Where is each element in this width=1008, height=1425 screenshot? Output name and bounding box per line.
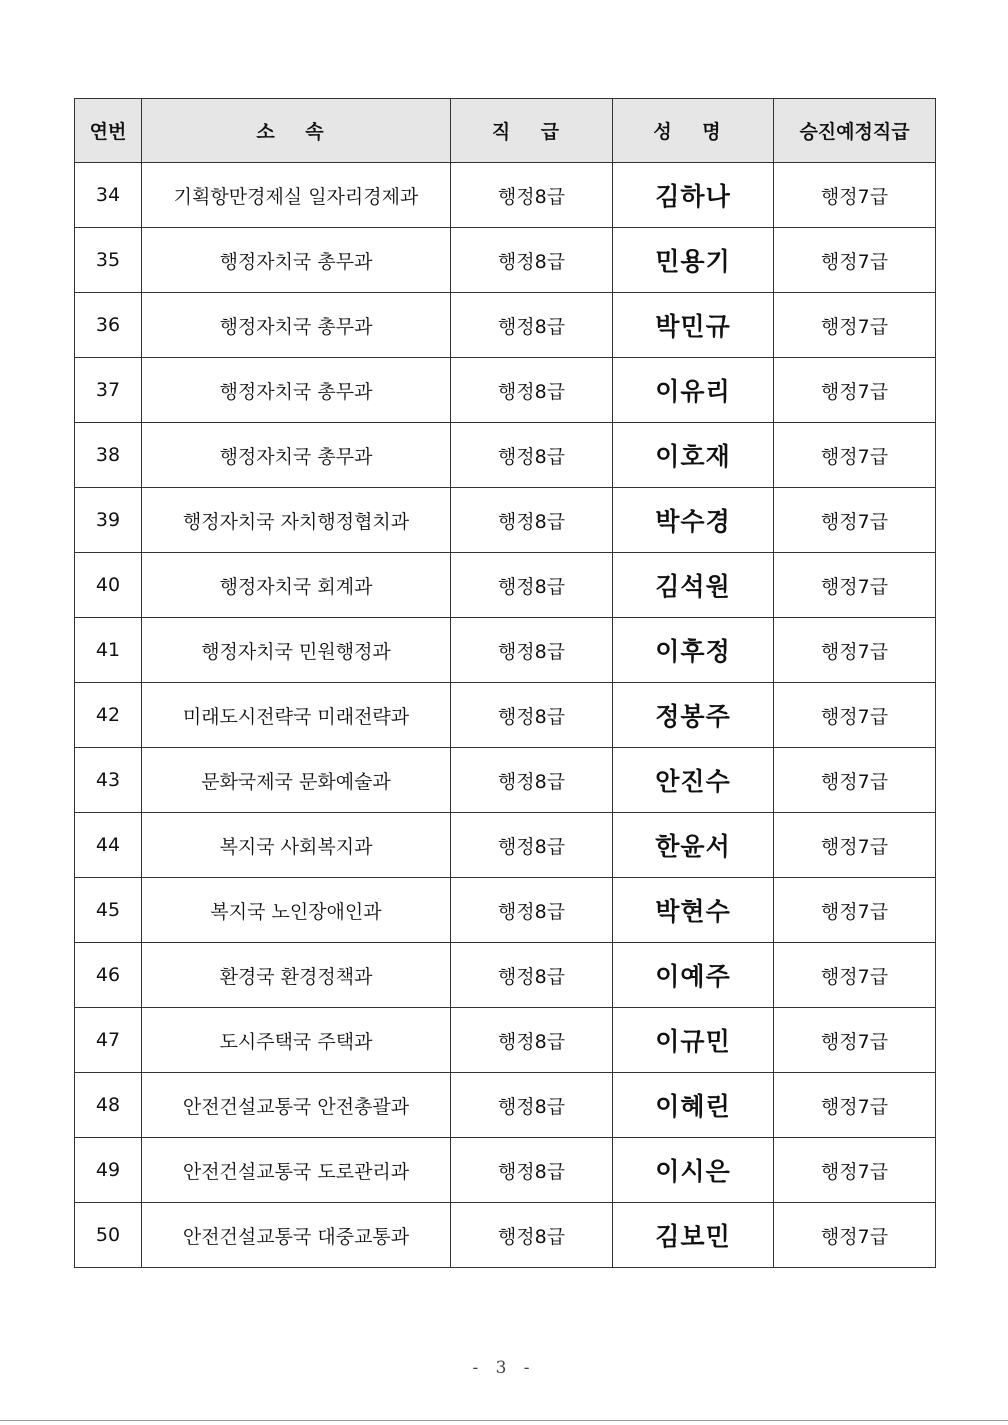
- table-row: [75, 878, 936, 943]
- table-row: [75, 1008, 936, 1073]
- cell-rank: 행정8급: [451, 163, 613, 228]
- cell-rank: 행정8급: [451, 228, 613, 293]
- table-row: [75, 748, 936, 813]
- table-row: [75, 553, 936, 618]
- cell-name: 이시은: [613, 1138, 774, 1203]
- cell-promoted-rank: 행정7급: [774, 878, 936, 943]
- cell-dept: 복지국 노인장애인과: [142, 878, 451, 943]
- cell-rank: 행정8급: [451, 358, 613, 423]
- cell-rank: 행정8급: [451, 878, 613, 943]
- cell-no: 35: [75, 228, 142, 293]
- cell-no: 45: [75, 878, 142, 943]
- cell-rank: 행정8급: [451, 293, 613, 358]
- cell-dept: 행정자치국 총무과: [142, 228, 451, 293]
- table-row: [75, 683, 936, 748]
- cell-rank: 행정8급: [451, 1008, 613, 1073]
- cell-promoted-rank: 행정7급: [774, 748, 936, 813]
- table-row: [75, 618, 936, 683]
- cell-dept: 행정자치국 총무과: [142, 423, 451, 488]
- cell-name: 이유리: [613, 358, 774, 423]
- cell-name: 안진수: [613, 748, 774, 813]
- cell-promoted-rank: 행정7급: [774, 423, 936, 488]
- promotion-roster-table: [74, 98, 936, 1268]
- cell-rank: 행정8급: [451, 423, 613, 488]
- cell-rank: 행정8급: [451, 748, 613, 813]
- cell-promoted-rank: 행정7급: [774, 293, 936, 358]
- cell-name: 박현수: [613, 878, 774, 943]
- cell-rank: 행정8급: [451, 488, 613, 553]
- cell-dept: 안전건설교통국 도로관리과: [142, 1138, 451, 1203]
- cell-dept: 행정자치국 총무과: [142, 358, 451, 423]
- cell-dept: 안전건설교통국 대중교통과: [142, 1203, 451, 1268]
- header-name: 성 명: [613, 99, 774, 163]
- table-row: [75, 813, 936, 878]
- header-no: 연번: [75, 99, 142, 163]
- cell-no: 42: [75, 683, 142, 748]
- cell-dept: 행정자치국 자치행정협치과: [142, 488, 451, 553]
- cell-name: 이규민: [613, 1008, 774, 1073]
- table-row: [75, 423, 936, 488]
- cell-name: 박민규: [613, 293, 774, 358]
- cell-no: 49: [75, 1138, 142, 1203]
- cell-no: 48: [75, 1073, 142, 1138]
- cell-no: 34: [75, 163, 142, 228]
- cell-name: 이후정: [613, 618, 774, 683]
- cell-name: 김석원: [613, 553, 774, 618]
- cell-no: 40: [75, 553, 142, 618]
- cell-promoted-rank: 행정7급: [774, 553, 936, 618]
- cell-rank: 행정8급: [451, 1138, 613, 1203]
- cell-no: 38: [75, 423, 142, 488]
- cell-no: 44: [75, 813, 142, 878]
- cell-rank: 행정8급: [451, 618, 613, 683]
- cell-dept: 미래도시전략국 미래전략과: [142, 683, 451, 748]
- cell-promoted-rank: 행정7급: [774, 943, 936, 1008]
- cell-promoted-rank: 행정7급: [774, 228, 936, 293]
- table-row: [75, 1203, 936, 1268]
- cell-rank: 행정8급: [451, 1073, 613, 1138]
- table-row: [75, 1073, 936, 1138]
- cell-dept: 도시주택국 주택과: [142, 1008, 451, 1073]
- cell-dept: 환경국 환경정책과: [142, 943, 451, 1008]
- header-dept: 소 속: [142, 99, 451, 163]
- table-row: [75, 163, 936, 228]
- cell-name: 정봉주: [613, 683, 774, 748]
- cell-no: 43: [75, 748, 142, 813]
- cell-rank: 행정8급: [451, 683, 613, 748]
- cell-no: 36: [75, 293, 142, 358]
- cell-promoted-rank: 행정7급: [774, 618, 936, 683]
- page-number: - 3 -: [472, 1358, 536, 1378]
- table-row: [75, 293, 936, 358]
- cell-dept: 문화국제국 문화예술과: [142, 748, 451, 813]
- table-row: [75, 1138, 936, 1203]
- table-row: [75, 943, 936, 1008]
- cell-rank: 행정8급: [451, 553, 613, 618]
- cell-dept: 행정자치국 총무과: [142, 293, 451, 358]
- cell-name: 이예주: [613, 943, 774, 1008]
- header-rank: 직 급: [451, 99, 613, 163]
- table-row: [75, 488, 936, 553]
- cell-dept: 복지국 사회복지과: [142, 813, 451, 878]
- cell-name: 이호재: [613, 423, 774, 488]
- cell-dept: 기획항만경제실 일자리경제과: [142, 163, 451, 228]
- table-header: [75, 99, 936, 163]
- cell-name: 박수경: [613, 488, 774, 553]
- cell-promoted-rank: 행정7급: [774, 1008, 936, 1073]
- cell-dept: 안전건설교통국 안전총괄과: [142, 1073, 451, 1138]
- cell-promoted-rank: 행정7급: [774, 488, 936, 553]
- cell-name: 김하나: [613, 163, 774, 228]
- cell-no: 47: [75, 1008, 142, 1073]
- cell-promoted-rank: 행정7급: [774, 683, 936, 748]
- cell-no: 41: [75, 618, 142, 683]
- header-row: [75, 99, 936, 163]
- table-row: [75, 358, 936, 423]
- header-promoted-rank: 승진예정직급: [774, 99, 936, 163]
- cell-no: 46: [75, 943, 142, 1008]
- table-body: [75, 163, 936, 1268]
- footer-divider: [0, 1420, 1008, 1421]
- cell-promoted-rank: 행정7급: [774, 1138, 936, 1203]
- cell-promoted-rank: 행정7급: [774, 163, 936, 228]
- cell-name: 이혜린: [613, 1073, 774, 1138]
- cell-promoted-rank: 행정7급: [774, 1203, 936, 1268]
- cell-name: 민용기: [613, 228, 774, 293]
- cell-promoted-rank: 행정7급: [774, 358, 936, 423]
- cell-dept: 행정자치국 회계과: [142, 553, 451, 618]
- cell-rank: 행정8급: [451, 813, 613, 878]
- cell-no: 37: [75, 358, 142, 423]
- cell-rank: 행정8급: [451, 1203, 613, 1268]
- cell-rank: 행정8급: [451, 943, 613, 1008]
- cell-name: 한윤서: [613, 813, 774, 878]
- cell-no: 50: [75, 1203, 142, 1268]
- cell-promoted-rank: 행정7급: [774, 1073, 936, 1138]
- cell-name: 김보민: [613, 1203, 774, 1268]
- cell-no: 39: [75, 488, 142, 553]
- cell-promoted-rank: 행정7급: [774, 813, 936, 878]
- cell-dept: 행정자치국 민원행정과: [142, 618, 451, 683]
- table-row: [75, 228, 936, 293]
